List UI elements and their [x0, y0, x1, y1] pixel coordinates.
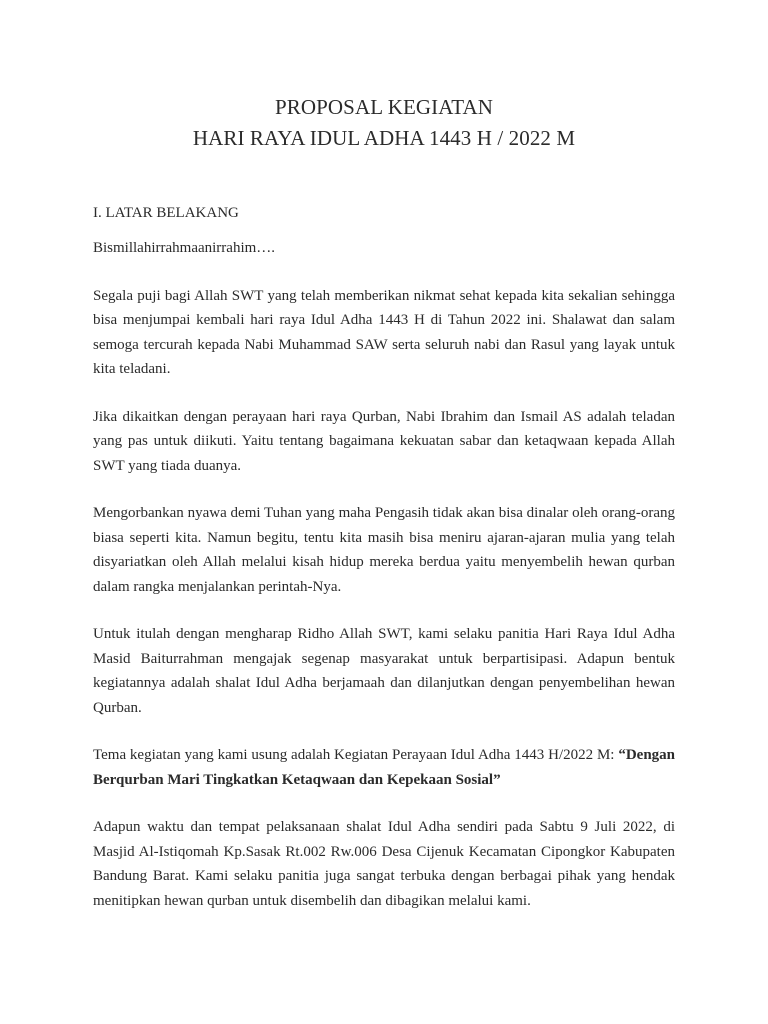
section-heading: I. LATAR BELAKANG	[93, 205, 239, 221]
document-page	[93, 92, 675, 913]
theme-paragraph	[93, 743, 675, 792]
greeting-text: Bismillahirrahmaanirrahim….	[93, 240, 276, 256]
title-line-2: HARI RAYA IDUL ADHA 1443 H / 2022 M	[192, 126, 576, 150]
document-title	[93, 92, 675, 154]
paragraph-3: Mengorbankan nyawa demi Tuhan yang maha Pengasih tidak akan bisa dinalar oleh orang-orang biasa seperti kita. Namun begitu, tentu kita masih bisa meniru ajaran-ajaran mulia yang telah disyariatkan oleh Allah melalui kisah hidup mereka berdua yaitu menyembelih hewan qurban dalam rangka menjalankan perintah-Nya.	[93, 505, 675, 595]
theme-text: “Dengan Berqurban Mari Tingkatkan Ketaqwaan dan Kepekaan Sosial”	[93, 747, 676, 788]
paragraph-4: Untuk itulah dengan mengharap Ridho Allah SWT, kami selaku panitia Hari Raya Idul Adha Masid Baiturrahman mengajak segenap masyarakat untuk berpartisipasi. Adapun bentuk kegiatannya adalah shalat Idul Adha berjamaah dan dilanjutkan dengan penyembelihan hewan Qurban.	[93, 626, 675, 716]
paragraph-2: Jika dikaitkan dengan perayaan hari raya Qurban, Nabi Ibrahim dan Ismail AS adalah teladan yang pas untuk diikuti. Yaitu tentang bagaimana kekuatan sabar dan ketaqwaan kepada Allah SWT yang tiada duanya.	[93, 408, 675, 474]
title-line-1: PROPOSAL KEGIATAN	[274, 95, 493, 119]
closing-paragraph: Adapun waktu dan tempat pelaksanaan shalat Idul Adha sendiri pada Sabtu 9 Juli 2022, di Masjid Al-Istiqomah Kp.Sasak Rt.002 Rw.006 Desa Cijenuk Kecamatan Cipongkor Kabupaten Bandung Barat. Kami selaku panitia juga sangat terbuka dengan berbagai pihak yang hendak menitipkan hewan qurban untuk disembelih dan dibagikan melalui kami.	[93, 819, 675, 909]
theme-intro: Tema kegiatan yang kami usung adalah Kegiatan Perayaan Idul Adha 1443 H/2022 M:	[93, 747, 615, 763]
paragraph-1: Segala puji bagi Allah SWT yang telah memberikan nikmat sehat kepada kita sekalian sehingga bisa menjumpai kembali hari raya Idul Adha 1443 H di Tahun 2022 ini. Shalawat dan salam semoga tercurah kepada Nabi Muhammad SAW serta seluruh nabi dan Rasul yang layak untuk kita teladani.	[93, 287, 675, 377]
